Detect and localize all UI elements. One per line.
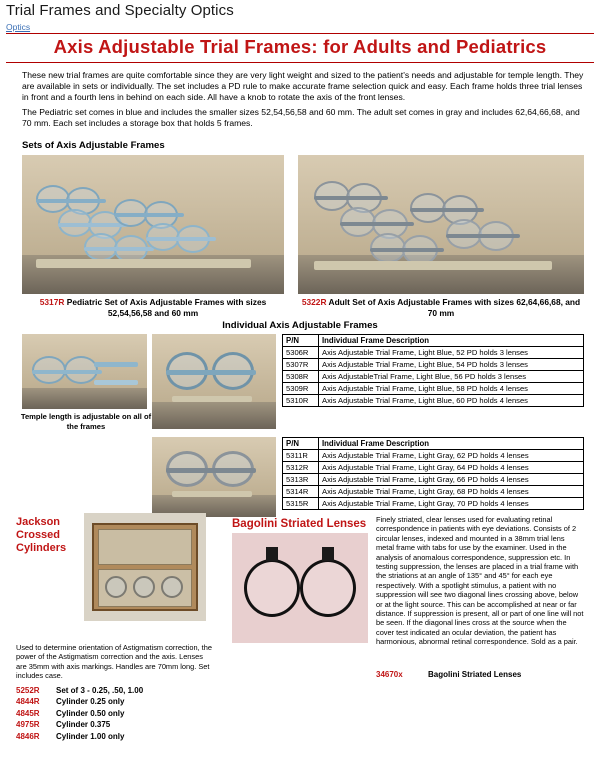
bagolini-title: Bagolini Striated Lenses [232, 518, 367, 530]
blue-frames-table [282, 334, 584, 407]
section-label-sets: Sets of Axis Adjustable Frames [22, 140, 165, 151]
table-header-pn: P/N [283, 335, 319, 347]
table-cell-pn: 5309R [283, 383, 319, 395]
pediatric-set-pn: 5317R [39, 297, 65, 307]
bagolini-part-number-row [376, 670, 584, 679]
table-cell-desc: Axis Adjustable Trial Frame, Light Gray, 66 PD holds 4 lenses [319, 474, 584, 486]
bagolini-pn: 34670x [376, 670, 403, 679]
pediatric-set-caption [22, 297, 284, 318]
table-row [283, 395, 584, 407]
table-header-pn: P/N [283, 438, 319, 450]
list-item [16, 719, 216, 730]
table-cell-desc: Axis Adjustable Trial Frame, Light Blue, 52 PD holds 3 lenses [319, 347, 584, 359]
intro-paragraph-1: These new trial frames are quite comfortable since they are very light weight and sized to the patient's needs and adjustable for temple length. They are available in sets or individually. The set includes a PD rule to make accurate frame selection quick and easy. Each frame holds three trial lenses in front and a fourth lens in behind on each side. All have a knob to rotate the axis of the front lenses. [22, 70, 584, 103]
bagolini-lens-left [244, 559, 300, 617]
list-item [16, 731, 216, 742]
table-header-row [283, 335, 584, 347]
pediatric-set-photo [22, 155, 284, 294]
item-pn: 4846R [16, 731, 40, 741]
adult-set-photo [298, 155, 584, 294]
table-cell-desc: Axis AdjustableTrial Frame, Light Blue, 56 PD holds 3 lenses [319, 371, 584, 383]
list-item [16, 708, 216, 719]
item-label: Cylinder 0.375 [56, 720, 111, 730]
bagolini-description: Finely striated, clear lenses used for evaluating retinal correspondence in patients with eye deviations. Consists of 2 circular lenses, indexed and mounted in a 38mm trial lens metal frame with tabs for use by the examiner. Used in the analysis of anomalous correspondence, suppression etc. In testing suppression, the lenses are placed in a trial frame with the striations at an angle of 135° and 45° for each eye respectively. With a spotlight stimulus, a patient with no suppression will see two diagonal lines crossing above, below or at the light source. This can be accomplished at near or far distance. If suppression is present, all or part of one line will not be seen. If the diagonal lines cross at the source when the cover test indicated an ocular deviation, the patient has harmonious, abnormal retinal correspondence. Sold as a pair. [376, 515, 584, 647]
item-label: Set of 3 - 0.25, .50, 1.00 [56, 686, 144, 695]
table-cell-desc: Axis Adjustable Trial Frame, Light Gray, 62 PD holds 4 lenses [319, 450, 584, 462]
table-cell-pn: 5307R [283, 359, 319, 371]
item-pn: 4975R [16, 720, 40, 730]
jackson-crossed-cylinders-case-photo [84, 513, 206, 621]
list-item [16, 696, 216, 707]
site-title: Trial Frames and Specialty Optics [6, 2, 234, 19]
table-row [283, 383, 584, 395]
bagolini-tab-right [322, 547, 334, 561]
table-cell-desc: Axis Adjustable Trial Frame, Light Gray, 70 PD holds 4 lenses [319, 498, 584, 510]
table-cell-pn: 5308R [283, 371, 319, 383]
photo-surface [152, 402, 276, 429]
table-row [283, 347, 584, 359]
item-label: Cylinder 0.50 only [56, 708, 125, 718]
adult-set-caption [298, 297, 584, 318]
divider-under-title [6, 62, 594, 63]
item-pn: 4844R [16, 697, 40, 707]
table-cell-desc: Axis Adjustable Trial Frame, Light Gray, 64 PD holds 4 lenses [319, 462, 584, 474]
list-item [16, 685, 216, 696]
table-row [283, 371, 584, 383]
jackson-crossed-cylinders-description: Used to determine orientation of Astigmatism correction, the power of the Astigmatism correction and the axis. Lenses are 35mm with axis markings. Handles are 70mm long. Set includes case. [16, 643, 212, 681]
table-header-row [283, 438, 584, 450]
table-header-desc: Individual Frame Description [319, 438, 584, 450]
divider-top [6, 33, 594, 34]
case-tray [98, 569, 192, 607]
table-row [283, 462, 584, 474]
table-cell-pn: 5314R [283, 486, 319, 498]
table-cell-pn: 5315R [283, 498, 319, 510]
table-header-desc: Individual Frame Description [319, 335, 584, 347]
table-cell-pn: 5313R [283, 474, 319, 486]
jackson-crossed-cylinders-item-list [16, 685, 216, 742]
table-cell-pn: 5312R [283, 462, 319, 474]
item-label: Cylinder 0.25 only [56, 697, 125, 707]
table-cell-pn: 5311R [283, 450, 319, 462]
bagolini-lens-right [300, 559, 356, 617]
wooden-case [92, 523, 198, 611]
intro-paragraph-2: The Pediatric set comes in blue and includes the smaller sizes 52,54,56,58 and 60 mm. The adult set comes in gray and includes 62,64,66,68, and 70 mm. Each set includes a storage box that holds 5 frames. [22, 107, 580, 129]
page-title: Axis Adjustable Trial Frames: for Adults and Pediatrics [53, 36, 547, 57]
table-row [283, 359, 584, 371]
table-cell-desc: Axis Adjustable Trial Frame, Light Blue, 54 PD holds 3 lenses [319, 359, 584, 371]
blue-individual-frame-photo [152, 334, 276, 429]
item-pn: 5252R [16, 686, 40, 695]
table-row [283, 486, 584, 498]
table-cell-desc: Axis Adjustable Trial Frame, Light Gray, 68 PD holds 4 lenses [319, 486, 584, 498]
case-lid [98, 529, 192, 565]
table-cell-pn: 5310R [283, 395, 319, 407]
adult-set-pn: 5322R [301, 297, 327, 307]
bagolini-striated-lenses-photo [232, 533, 368, 643]
breadcrumb-optics-link[interactable]: Optics [6, 22, 31, 32]
table-row [283, 498, 584, 510]
gray-individual-frame-photo [152, 437, 276, 517]
table-cell-pn: 5306R [283, 347, 319, 359]
gray-frames-table [282, 437, 584, 510]
table-cell-desc: Axis Adjustable Trial Frame, Light Blue, 58 PD holds 4 lenses [319, 383, 584, 395]
table-cell-desc: Axis Adjustable Trial Frame, Light Blue, 60 PD holds 4 lenses [319, 395, 584, 407]
bagolini-tab-left [266, 547, 278, 561]
pediatric-set-caption-text: Pediatric Set of Axis Adjustable Frames with sizes 52,54,56,58 and 60 mm [66, 297, 267, 318]
section-label-individual: Individual Axis Adjustable Frames [222, 320, 378, 331]
table-row [283, 450, 584, 462]
table-row [283, 474, 584, 486]
temple-length-caption: Temple length is adjustable on all of the frames [20, 412, 152, 431]
item-pn: 4845R [16, 708, 40, 718]
bagolini-pn-label: Bagolini Striated Lenses [428, 670, 522, 679]
jackson-crossed-cylinders-title: Jackson Crossed Cylinders [16, 516, 67, 554]
item-label: Cylinder 1.00 only [56, 731, 125, 741]
temple-length-photo [22, 334, 147, 409]
photo-surface [22, 388, 147, 409]
adult-set-caption-text: Adult Set of Axis Adjustable Frames with sizes 62,64,66,68, and 70 mm [328, 297, 581, 318]
